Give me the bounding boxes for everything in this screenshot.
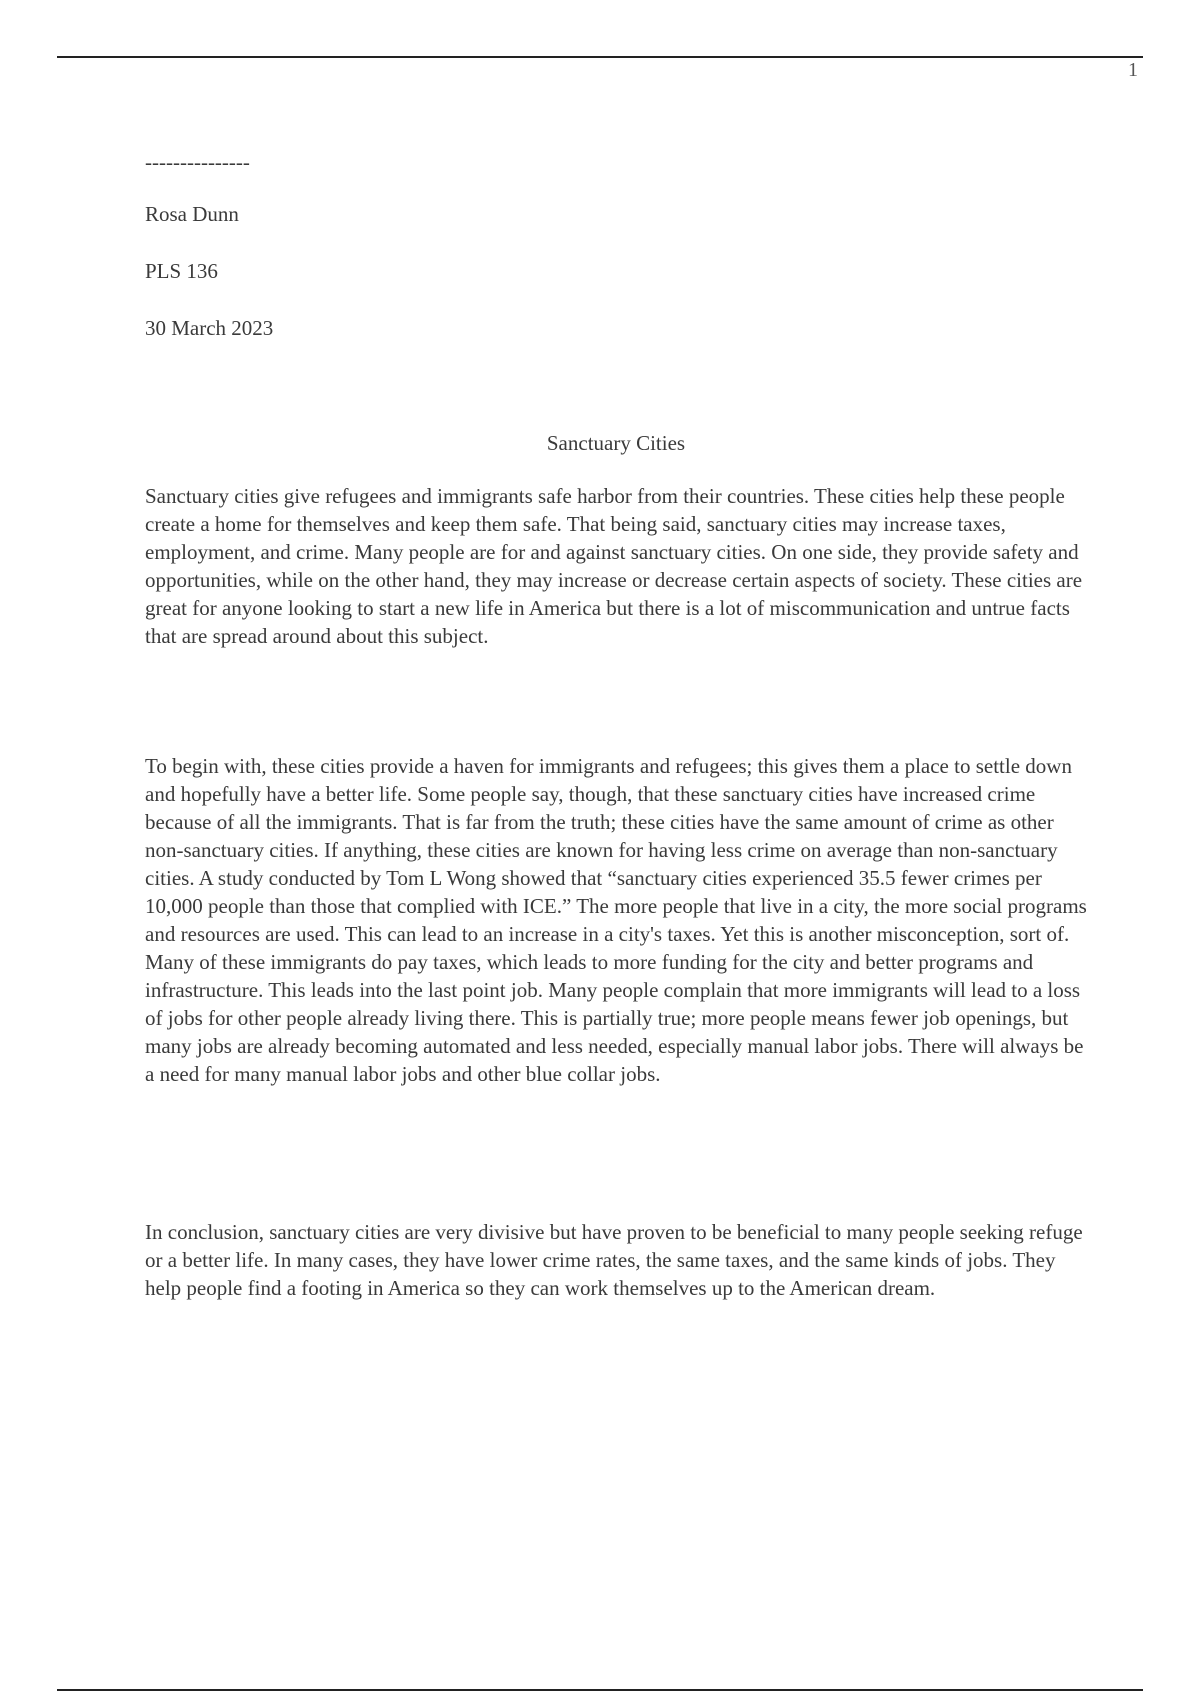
paragraph-conclusion: In conclusion, sanctuary cities are very divisive but have proven to be beneficial to many people seeking refuge or a better life. In many cases, they have lower crime rates, the same taxes, and the same kinds of jobs. They help people find a footing in America so they can work themselves up to the American dream.	[145, 1220, 1083, 1300]
paragraph-body: To begin with, these cities provide a haven for immigrants and refugees; this gives them a place to settle down and hopefully have a better life. Some people say, though, that these sanctuary cities have increased crime because of all the immigrants. That is far from the truth; these cities have the same amount of crime as other non-sanctuary cities. If anything, these cities are known for having less crime on average than non-sanctuary cities. A study conducted by Tom L Wong showed that “sanctuary cities experienced 35.5 fewer crimes per 10,000 people than those that complied with ICE.” The more people that live in a city, the more social programs and resources are used. This can lead to an increase in a city's taxes. Yet this is another misconception, sort of. Many of these immigrants do pay taxes, which leads to more funding for the city and better programs and infrastructure. This leads into the last point job. Many people complain that more immigrants will lead to a loss of jobs for other people already living there. This is partially true; more people means fewer job openings, but many jobs are already becoming automated and less needed, especially manual labor jobs. There will always be a need for many manual labor jobs and other blue collar jobs.	[145, 754, 1087, 1086]
essay-date: 30 March 2023	[145, 316, 274, 340]
essay-title: Sanctuary Cities	[546, 431, 686, 455]
top-divider	[57, 56, 1143, 58]
author-name: Rosa Dunn	[145, 202, 239, 226]
paragraph-introduction: Sanctuary cities give refugees and immigrants safe harbor from their countries. These cities help these people create a home for themselves and keep them safe. That being said, sanctuary cities may increase taxes, employment, and crime. Many people are for and against sanctuary cities. On one side, they provide safety and opportunities, while on the other hand, they may increase or decrease certain aspects of society. These cities are great for anyone looking to start a new life in America but there is a lot of miscommunication and untrue facts that are spread around about this subject.	[145, 484, 1083, 648]
page-number: 1	[1128, 59, 1138, 81]
header-dashes: ---------------	[145, 150, 250, 174]
course-code: PLS 136	[145, 259, 218, 283]
bottom-divider	[57, 1689, 1143, 1691]
